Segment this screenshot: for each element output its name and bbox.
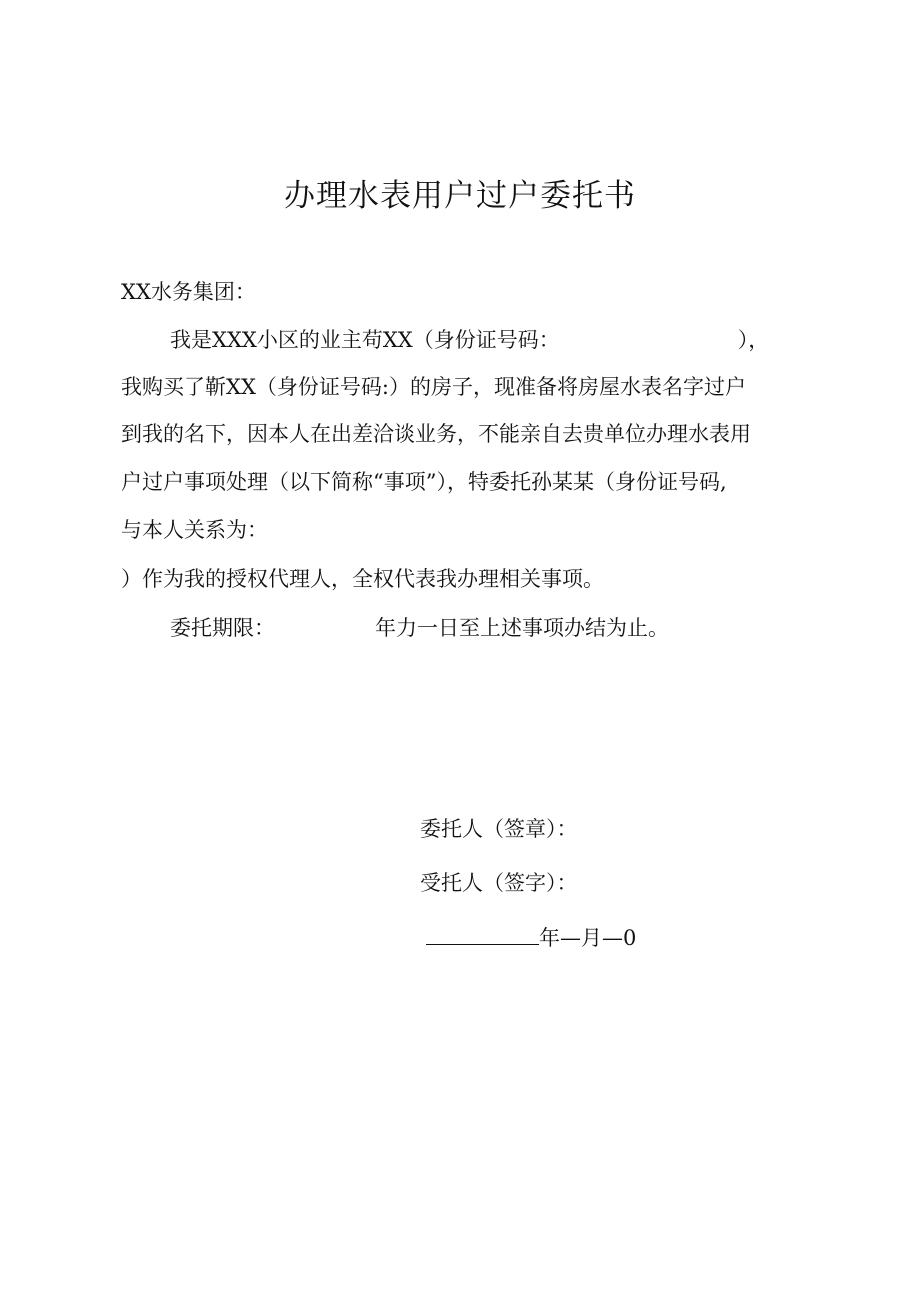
para1-line1-right: ）， <box>737 328 770 352</box>
para1-line1-left: 我是XXX小区的业主苟XX（身份证号码： <box>170 328 560 352</box>
para1-line5: 与本人关系为： <box>121 518 268 542</box>
document-title: 办理水表用户过户委托书 <box>284 178 636 214</box>
period-label: 委托期限： <box>170 616 275 640</box>
period-text: 年力一日至上述事项办结为止。 <box>375 616 669 640</box>
date-suffix: 年—月—0 <box>539 926 637 950</box>
salutation: XX水务集团： <box>121 280 256 304</box>
para1-line6: ）作为我的授权代理人，全权代表我办理相关事项。 <box>121 567 604 591</box>
period-line <box>170 613 669 643</box>
date-line <box>426 923 636 953</box>
para1-line3: 到我的名下，因本人在出差洽谈业务，不能亲自去贵单位办理水表用 <box>121 422 751 446</box>
principal-signature: 委托人（签章）： <box>420 817 578 841</box>
para1-line4: 户过户事项处理（以下简称“事项”），特委托孙某某（身份证号码, <box>121 470 727 494</box>
para1-line2: 我购买了靳XX（身份证号码:）的房子，现准备将房屋水表名字过户 <box>121 375 746 399</box>
para1-line1 <box>170 325 769 355</box>
agent-signature: 受托人（签字）： <box>420 871 578 895</box>
date-blank-underline <box>426 926 539 945</box>
